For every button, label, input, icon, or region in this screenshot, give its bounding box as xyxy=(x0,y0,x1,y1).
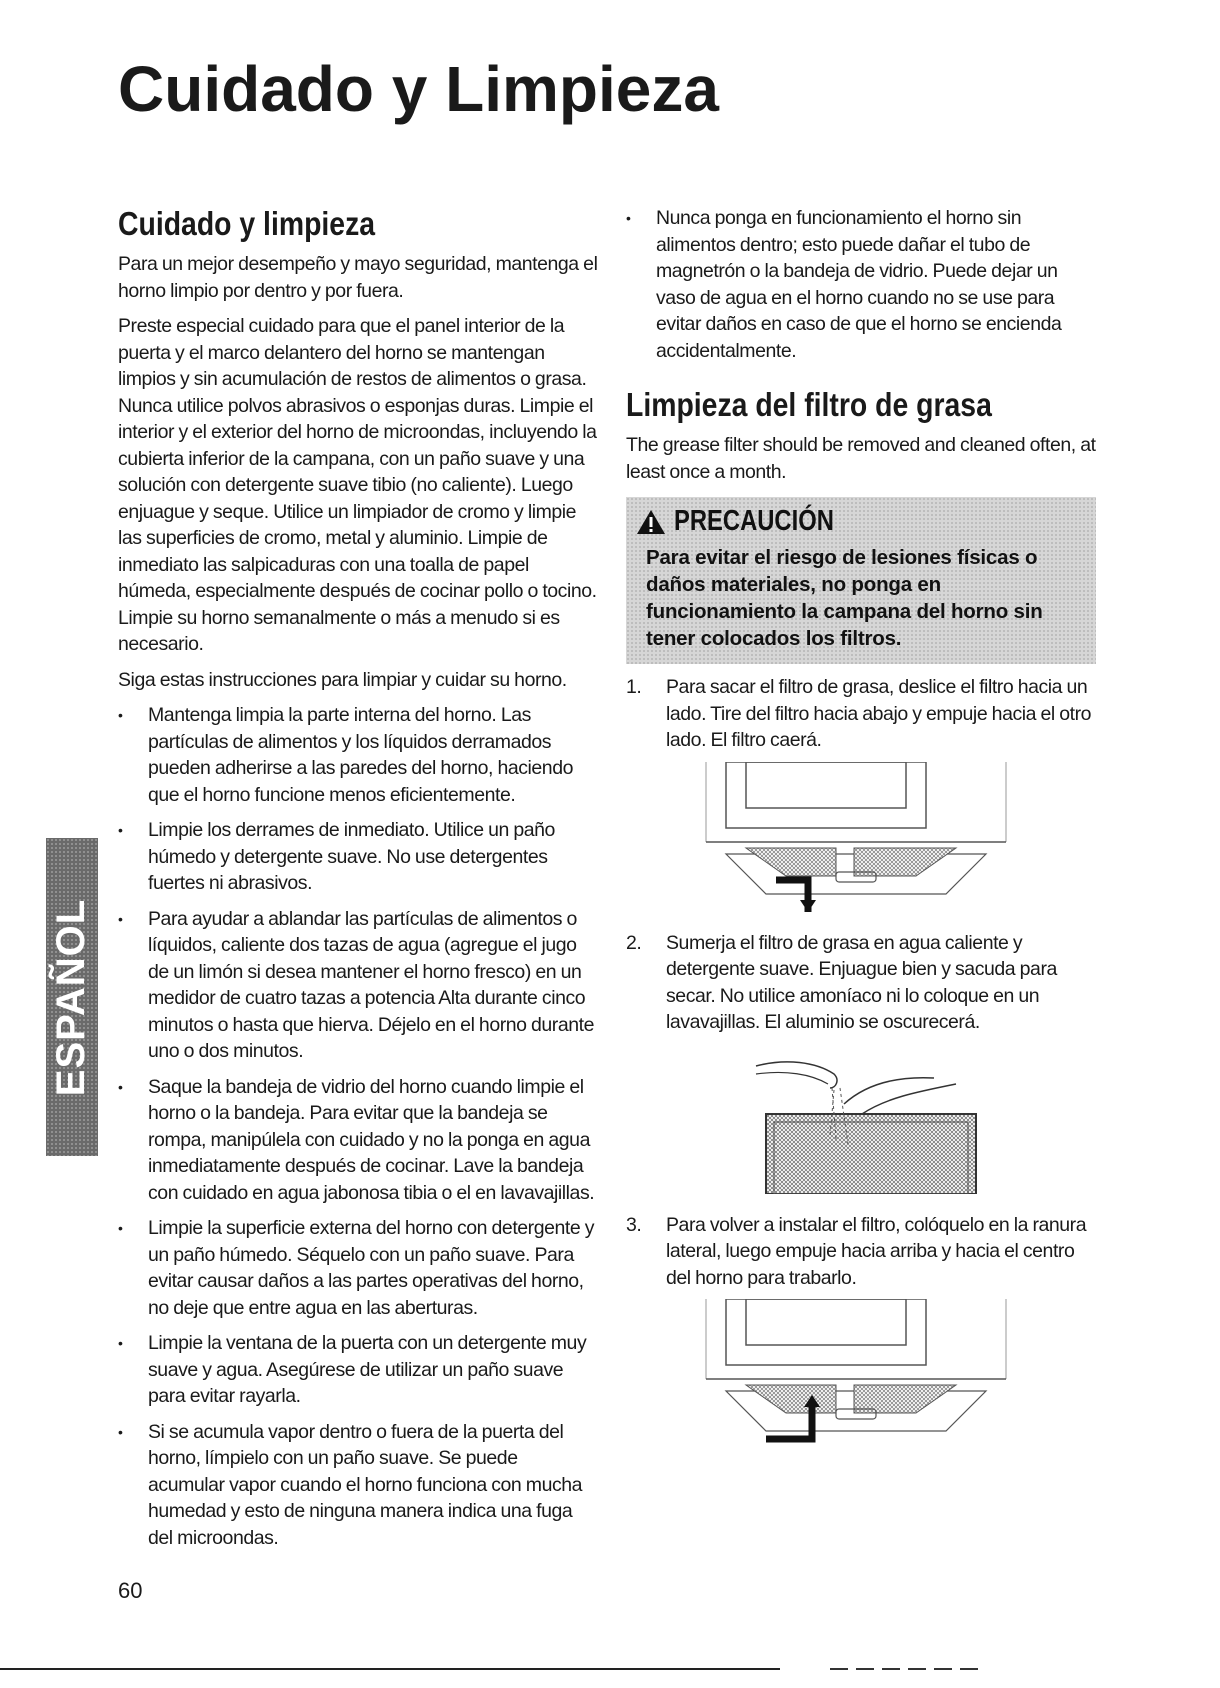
step-item xyxy=(626,930,1096,1036)
bullet-marker: • xyxy=(118,1335,123,1351)
bullet-item xyxy=(118,817,598,897)
caution-header xyxy=(636,505,1086,538)
bullet-marker: • xyxy=(118,1423,123,1440)
section-heading-care: Cuidado y limpieza xyxy=(118,205,376,242)
bullet-text: Saque la bandeja de vidrio del horno cuando limpie el horno o la bandeja. Para evitar que la bandeja se rompa, manipúlela con cuidado y no la ponga en agua inmediatamente después de cocinar. Lave la bandeja con cuidado en agua jabonosa tibia o el en lavavajillas. xyxy=(148,1075,595,1204)
bullet-text: Limpie los derrames de inmediato. Utilice un paño húmedo y detergente suave. No use detergentes fuertes ni abrasivos. xyxy=(148,819,555,894)
filter-removal-diagram xyxy=(696,762,1016,912)
bullet-item xyxy=(118,1419,598,1552)
bullet-marker: • xyxy=(118,822,123,838)
bullet-marker: • xyxy=(118,707,123,723)
caution-text: Para evitar el riesgo de lesiones físicas o daños materiales, no ponga en funcionamiento la campana del horno sin tener colocados los filtros. xyxy=(646,546,1043,650)
step-item xyxy=(626,1212,1096,1292)
step-item xyxy=(626,674,1096,754)
filter-washing-diagram xyxy=(736,1044,996,1194)
paragraph: Siga estas instrucciones para limpiar y cuidar su horno. xyxy=(118,668,567,691)
step-number: 2. xyxy=(626,931,642,954)
step-text: Para sacar el filtro de grasa, deslice el filtro hacia un lado. Tire del filtro hacia abajo y empuje hacia el otro lado. El filtro caerá. xyxy=(666,676,1092,751)
oven-warning-bullet xyxy=(626,205,1096,364)
grease-filter-intro: The grease filter should be removed and cleaned often, at least once a month. xyxy=(626,434,1096,483)
step-number: 3. xyxy=(626,1213,642,1236)
bullet-text: Si se acumula vapor dentro o fuera de la puerta del horno, límpielo con un paño suave. Se puede acumular vapor cuando el horno funciona con mucha humedad y esto de ninguna manera indica una fuga del microondas. xyxy=(148,1420,583,1549)
bullet-item xyxy=(118,702,598,808)
bullet-item xyxy=(118,906,598,1065)
bullet-item xyxy=(118,1215,598,1321)
bullet-text: Limpie la ventana de la puerta con un detergente muy suave y agua. Asegúrese de utilizar un paño suave para evitar rayarla. xyxy=(148,1332,587,1407)
bullet-text: Limpie la superficie externa del horno con detergente y un paño húmedo. Séquelo con un paño suave. Para evitar causar daños a las partes operativas del horno, no deje que entre agua en las aberturas. xyxy=(148,1217,595,1319)
step-number: 1. xyxy=(626,676,642,698)
step-text: Para volver a instalar el filtro, colóquelo en la ranura lateral, luego empuje hacia arriba y hacia el centro del horno para trabarlo. xyxy=(666,1213,1087,1289)
bullet-text: Para ayudar a ablandar las partículas de alimentos o líquidos, caliente dos tazas de agua (agregue el jugo de un limón si desea mantener el horno fresco) en un medidor de cuatro tazas a potencia Alta durante cinco minutos o hasta que hierva. Déjelo en el horno durante uno o dos minutos. xyxy=(148,907,595,1062)
side-tab-label: ESPAÑOL xyxy=(49,898,94,1096)
bullet-item xyxy=(118,1074,598,1207)
bullet-marker: • xyxy=(626,210,631,226)
bullet-text: Nunca ponga en funcionamiento el horno sin alimentos dentro; esto puede dañar el tubo de magnetrón o la bandeja de vidrio. Puede dejar un vaso de agua en el horno cuando no se use para evitar daños en caso de que el horno se encienda accidentalmente. xyxy=(656,207,1062,362)
care-bullet-list xyxy=(118,702,598,1551)
paragraph: Preste especial cuidado para que el panel interior de la puerta y el marco delantero del horno se mantengan limpios y sin acumulación de restos de alimentos o grasa. Nunca utilice polvos abrasivos o esponjas duras. Limpie el interior y el exterior del horno de microondas, incluyendo la cubierta inferior de la campana, con un paño suave y una solución con detergente suave tibio (no caliente). Luego enjuague y seque. Utilice un limpiador de cromo y limpie las superficies de cromo, metal y aluminio. Limpie de inmediato las salpicaduras con una toalla de papel húmeda, especialmente después de cocinar pollo o tocino. Limpie su horno semanalmente o más a menudo si es necesario. xyxy=(118,315,597,655)
right-column xyxy=(626,205,1096,1467)
filter-steps xyxy=(626,674,1096,754)
filter-steps xyxy=(626,930,1096,1036)
bullet-item xyxy=(118,1330,598,1410)
filter-steps xyxy=(626,1212,1096,1292)
caution-box xyxy=(626,497,1096,664)
step-text: Sumerja el filtro de grasa en agua caliente y detergente suave. Enjuague bien y sacuda para secar. No utilice amoníaco ni lo coloque en un lavavajillas. El aluminio se oscurecerá. xyxy=(666,931,1057,1033)
bullet-text: Mantenga limpia la parte interna del horno. Las partículas de alimentos y los líquidos derramados pueden adherirse a las paredes del horno, haciendo que el horno funcione menos eficientemente. xyxy=(148,704,573,806)
bullet-item xyxy=(626,205,1096,364)
page-number: 60 xyxy=(118,1578,143,1603)
bullet-marker: • xyxy=(118,1220,123,1236)
left-column xyxy=(118,205,598,1560)
filter-install-diagram xyxy=(696,1299,1016,1449)
language-side-tab xyxy=(46,838,98,1156)
paragraph: Para un mejor desempeño y mayo seguridad, mantenga el horno limpio por dentro y por fuera. xyxy=(118,253,598,302)
footer-rule xyxy=(0,1668,780,1670)
section-heading-grease-filter: Limpieza del filtro de grasa xyxy=(626,386,992,423)
bullet-marker: • xyxy=(118,1078,123,1095)
caution-title: PRECAUCIÓN xyxy=(674,505,834,537)
page-title: Cuidado y Limpieza xyxy=(118,53,719,125)
footer-dashes xyxy=(830,1668,980,1670)
warning-icon xyxy=(636,508,666,536)
bullet-marker: • xyxy=(118,910,123,927)
